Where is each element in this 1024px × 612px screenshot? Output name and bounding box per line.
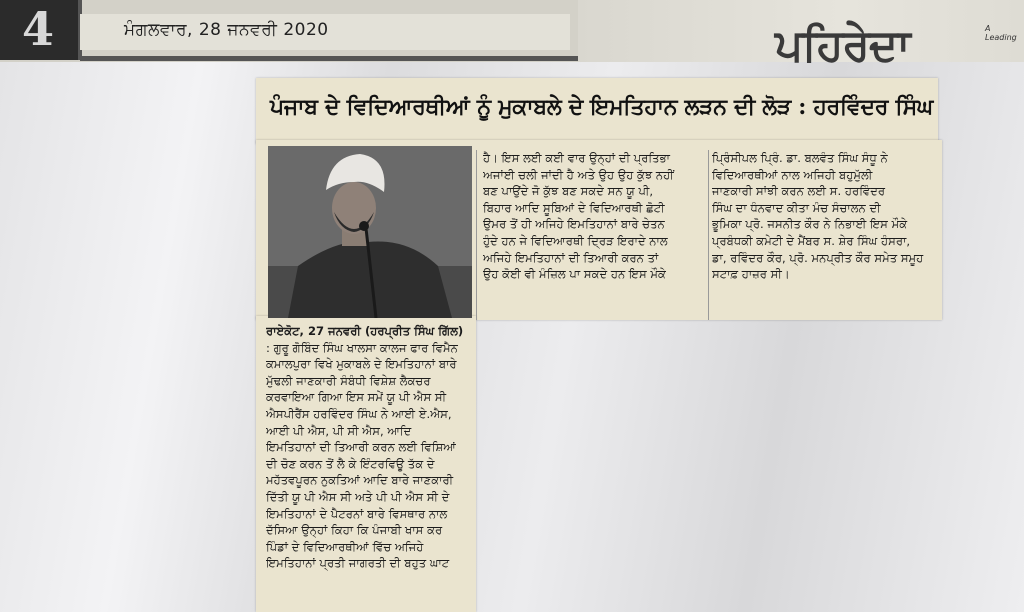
article-line: ਭੂਮਿਕਾ ਪ੍ਰੋ. ਜਸਨੀਤ ਕੌਰ ਨੇ ਨਿਭਾਈ ਇਸ ਮੌਕੇ bbox=[712, 217, 908, 232]
article-line: ਹੈ। ਇਸ ਲਈ ਕਈ ਵਾਰ ਉਨ੍ਹਾਂ ਦੀ ਪ੍ਰਤਿਭਾ bbox=[483, 151, 670, 165]
article-line: ਉਹ ਕੋਈ ਵੀ ਮੰਜ਼ਿਲ ਪਾ ਸਕਦੇ ਹਨ ਇਸ ਮੌਕੇ bbox=[483, 267, 666, 282]
article-line: ਵਿਦਿਆਰਥੀਆਂ ਨਾਲ ਅਜਿਹੀ ਬਹੁਮੁੱਲੀ bbox=[712, 167, 873, 182]
article-line: ਬਣ ਪਾਉਂਦੇ ਜੋ ਕੁੱਝ ਬਣ ਸਕਦੇ ਸਨ ਯੂ ਪੀ, bbox=[483, 184, 654, 199]
article-line: ਕਰਵਾਇਆ ਗਿਆ ਇਸ ਸਮੇਂ ਯੂ ਪੀ ਐਸ ਸੀ bbox=[266, 390, 447, 405]
article-column-1 bbox=[266, 323, 472, 572]
page-number: 4 bbox=[21, 2, 54, 56]
article-line: ਪਿੰਡਾਂ ਦੇ ਵਿਦਿਆਰਥੀਆਂ ਵਿੱਚ ਅਜਿਹੇ bbox=[266, 539, 424, 554]
article-line: ਅਜਿਹੇ ਇਮਤਿਹਾਨਾਂ ਦੀ ਤਿਆਰੀ ਕਰਨ ਤਾਂ bbox=[483, 250, 659, 265]
article-line: ਡਾ, ਰਵਿੰਦਰ ਕੌਰ, ਪ੍ਰੋ. ਮਨਪ੍ਰੀਤ ਕੌਰ ਸਮੇਤ ਸਮੂਹ bbox=[712, 250, 924, 265]
dateline: ਰਾਏਕੋਟ, 27 ਜਨਵਰੀ (ਹਰਪ੍ਰੀਤ ਸਿੰਘ ਗਿੱਲ) bbox=[266, 324, 464, 338]
article-line: ਦੱਸਿਆ ਉਨ੍ਹਾਂ ਕਿਹਾ ਕਿ ਪੰਜਾਬੀ ਖਾਸ ਕਰ bbox=[266, 523, 443, 538]
article-line: ਦਿੱਤੀ ਯੂ ਪੀ ਐਸ ਸੀ ਅਤੇ ਪੀ ਪੀ ਐਸ ਸੀ ਦੇ bbox=[266, 489, 450, 504]
page-number-box bbox=[0, 0, 82, 60]
article-line: ਇਮਤਿਹਾਨਾਂ ਦੀ ਤਿਆਰੀ ਕਰਨ ਲਈ ਵਿਸ਼ਿਆਂ bbox=[266, 440, 456, 455]
article-line: ਮੁੱਢਲੀ ਜਾਣਕਾਰੀ ਸੰਬੰਧੀ ਵਿਸ਼ੇਸ਼ ਲੈਕਚਰ bbox=[266, 373, 431, 388]
speaker-photo bbox=[268, 146, 472, 318]
newspaper-tagline: A Leading bbox=[985, 24, 1017, 42]
article-line: ਮਹੱਤਵਪੂਰਨ ਨੁਕਤਿਆਂ ਆਦਿ ਬਾਰੇ ਜਾਣਕਾਰੀ bbox=[266, 473, 454, 488]
newspaper-logo: ਪਹਿਰੇਦਾ bbox=[775, 20, 910, 71]
article-line: ਜਾਣਕਾਰੀ ਸਾਂਝੀ ਕਰਨ ਲਈ ਸ. ਹਰਵਿੰਦਰ bbox=[712, 184, 886, 199]
article-line: : ਗੁਰੂ ਗੋਬਿੰਦ ਸਿੰਘ ਖਾਲਸਾ ਕਾਲਜ ਫਾਰ ਵਿਮੈਨ bbox=[266, 340, 458, 355]
article-column-2 bbox=[483, 150, 709, 283]
article-line: ਇਮਤਿਹਾਨਾਂ ਦੇ ਪੈਟਰਨਾਂ ਬਾਰੇ ਵਿਸਥਾਰ ਨਾਲ bbox=[266, 506, 448, 521]
article-line: ਇਮਤਿਹਾਨਾਂ ਪ੍ਰਤੀ ਜਾਗਰਤੀ ਦੀ ਬਹੁਤ ਘਾਟ bbox=[266, 556, 450, 571]
article-line: ਦੀ ਚੋਣ ਕਰਨ ਤੋਂ ਲੈ ਕੇ ਇੰਟਰਵਿਊ ਤੱਕ ਦੇ bbox=[266, 456, 435, 471]
article-line: ਪ੍ਰਿੰਸੀਪਲ ਪ੍ਰਿੰ. ਡਾ. ਬਲਵੰਤ ਸਿੰਘ ਸੰਧੂ ਨੇ bbox=[712, 151, 888, 165]
article-line: ਹੁੰਦੇ ਹਨ ਜੇ ਵਿਦਿਆਰਥੀ ਦ੍ਰਿੜ ਇਰਾਦੇ ਨਾਲ bbox=[483, 233, 668, 248]
article-line: ਸਿੰਘ ਦਾ ਧੰਨਵਾਦ ਕੀਤਾ ਮੰਚ ਸੰਚਾਲਨ ਦੀ bbox=[712, 200, 881, 215]
article-line: ਅਜਾਂਈ ਚਲੀ ਜਾਂਦੀ ਹੈ ਅਤੇ ਉਹ ਉਹ ਕੁੱਝ ਨਹੀਂ bbox=[483, 167, 674, 182]
article-headline: ਪੰਜਾਬ ਦੇ ਵਿਦਿਆਰਥੀਆਂ ਨੂੰ ਮੁਕਾਬਲੇ ਦੇ ਇਮਤਿਹਾਨ ਲੜਨ ਦੀ ਲੋੜ : ਹਰਵਿੰਦਰ ਸਿੰਘ bbox=[270, 94, 933, 120]
newspaper-masthead bbox=[0, 0, 1024, 71]
article-line: ਉਮਰ ਤੋਂ ਹੀ ਅਜਿਹੇ ਇਮਤਿਹਾਨਾਂ ਬਾਰੇ ਚੇਤਨ bbox=[483, 217, 665, 232]
speaker-photo-illustration bbox=[268, 146, 472, 318]
article-line: ਆਈ ਪੀ ਐਸ, ਪੀ ਸੀ ਐਸ, ਆਦਿ bbox=[266, 423, 412, 438]
column-divider bbox=[476, 150, 477, 320]
article-line: ਸਟਾਫ਼ ਹਾਜ਼ਰ ਸੀ। bbox=[712, 267, 790, 282]
article-line: ਕਮਾਲਪੁਰਾ ਵਿਖੇ ਮੁਕਾਬਲੇ ਦੇ ਇਮਤਿਹਾਨਾਂ ਬਾਰੇ bbox=[266, 357, 457, 372]
article-line: ਪ੍ਰਬੰਧਕੀ ਕਮੇਟੀ ਦੇ ਮੈਂਬਰ ਸ. ਸ਼ੇਰ ਸਿੰਘ ਹੰਸਰਾ, bbox=[712, 233, 911, 248]
article-line: ਐਸਪੀਰੈਂਸ ਹਰਵਿੰਦਰ ਸਿੰਘ ਨੇ ਆਈ ਏ.ਐਸ, bbox=[266, 406, 452, 421]
issue-date: ਮੰਗਲਵਾਰ, 28 ਜਨਵਰੀ 2020 bbox=[124, 20, 329, 40]
article-column-3 bbox=[712, 150, 934, 283]
article-line: ਬਿਹਾਰ ਆਦਿ ਸੂਬਿਆਂ ਦੇ ਵਿਦਿਆਰਥੀ ਛੋਟੀ bbox=[483, 200, 665, 215]
